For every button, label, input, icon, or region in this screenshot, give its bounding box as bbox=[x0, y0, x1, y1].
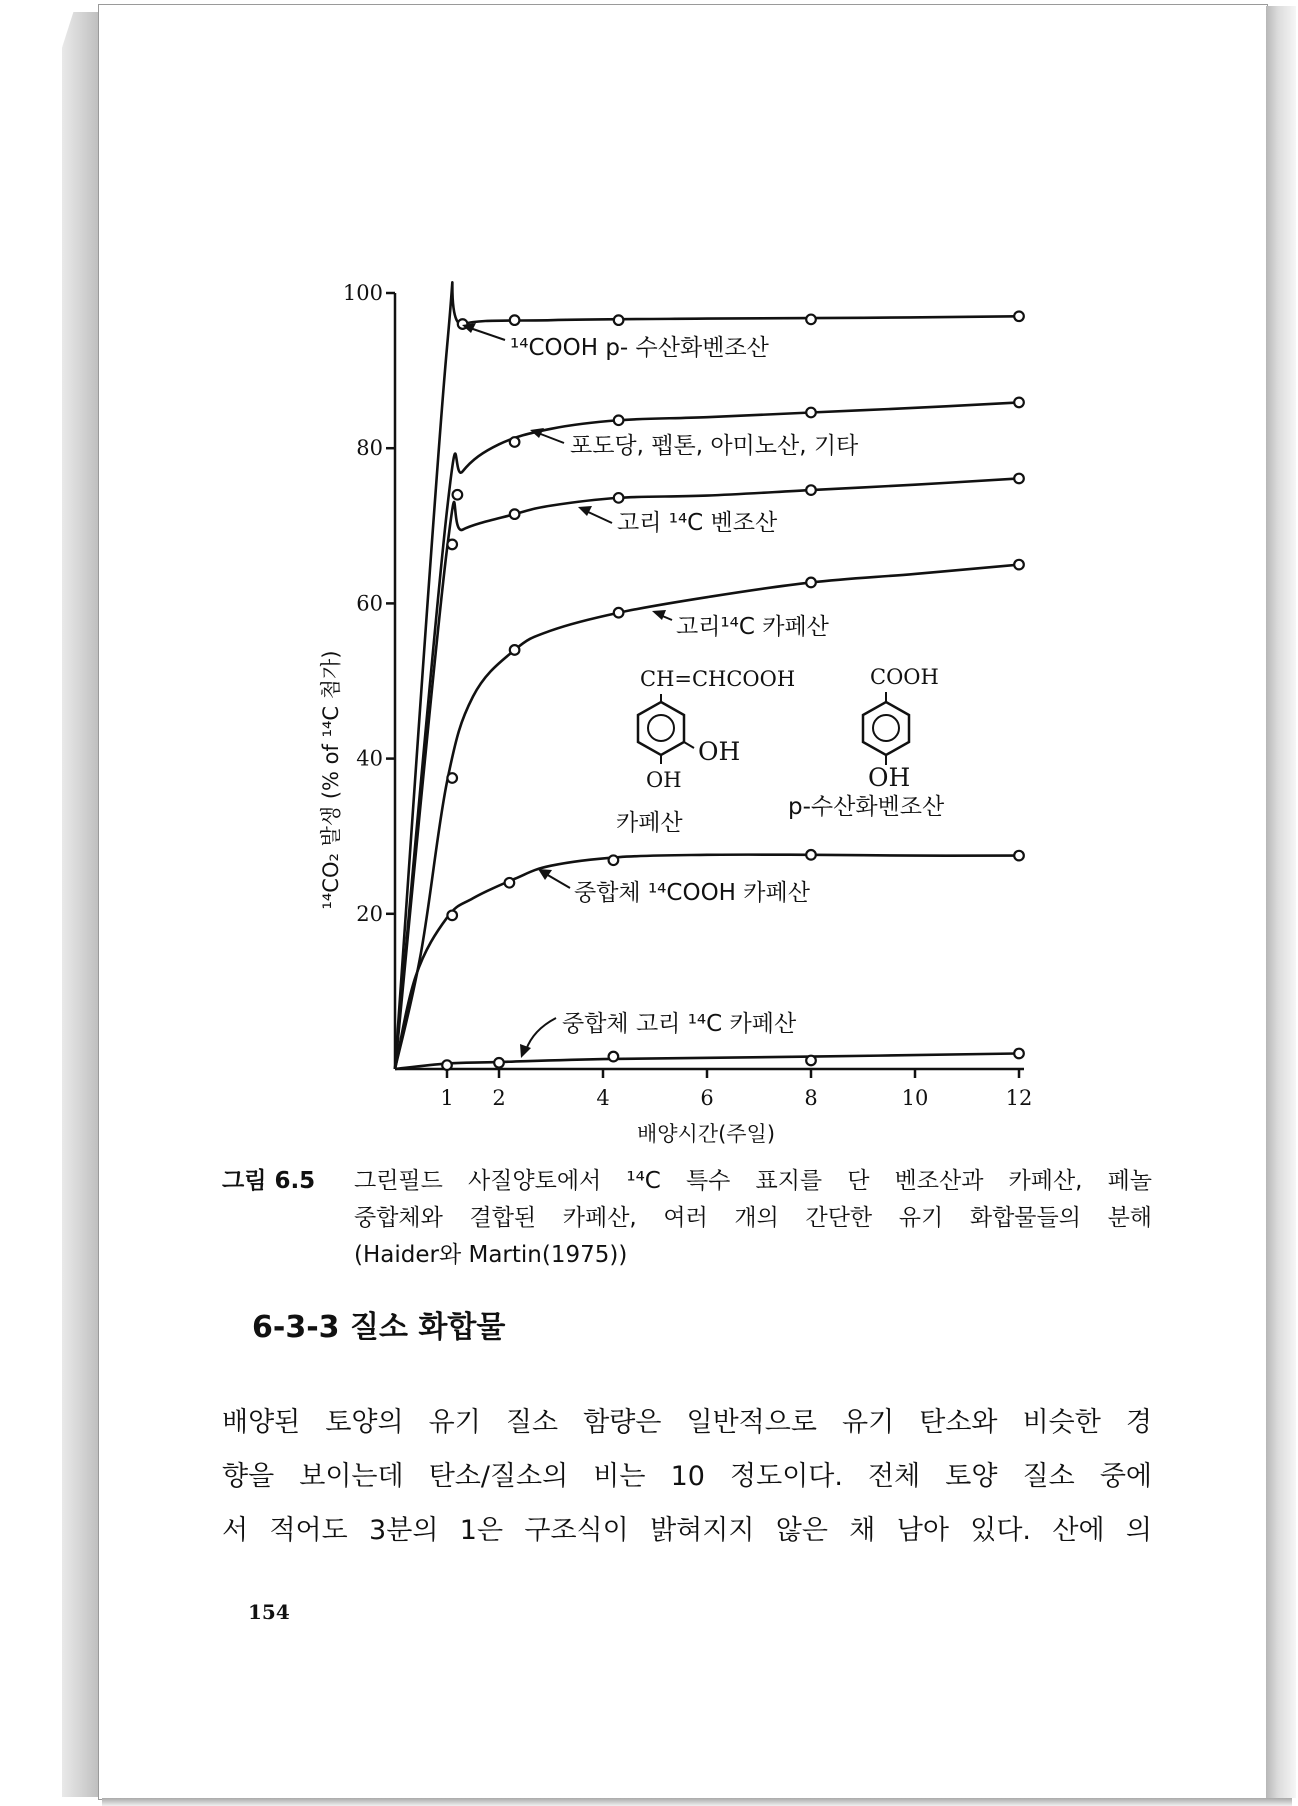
series-1-point-4 bbox=[806, 315, 816, 325]
caption-line-1: 그린필드 사질양토에서 ¹⁴C 특수 표지를 단 벤조산과 카페산, 페놀 bbox=[354, 1168, 1152, 1194]
series-label-1: ¹⁴COOH p- 수산화벤조산 bbox=[510, 335, 769, 361]
section-heading: 6-3-3 질소 화합물 bbox=[252, 1310, 506, 1345]
series-6-point-3 bbox=[609, 1052, 619, 1062]
x-tick-label-10: 10 bbox=[901, 1086, 929, 1110]
series-label-4: 고리¹⁴C 카페산 bbox=[676, 614, 829, 640]
body-line-1: 배양된 토양의 유기 질소 함량은 일반적으로 유기 탄소와 비슷한 경 bbox=[222, 1407, 1152, 1438]
p-hydroxybenzoic-acid-structure bbox=[788, 665, 945, 820]
series-2-point-5 bbox=[1014, 398, 1024, 408]
arrow-head-series-5 bbox=[538, 869, 552, 880]
series-4-point-2 bbox=[510, 645, 520, 655]
series-line-2 bbox=[395, 402, 1019, 1069]
x-tick-label-2: 2 bbox=[492, 1086, 506, 1110]
caffeic-name: 카페산 bbox=[616, 810, 683, 836]
x-tick-label-8: 8 bbox=[804, 1086, 818, 1110]
caffeic-top-group: CH=CHCOOH bbox=[640, 667, 796, 691]
caffeic-acid-structure bbox=[616, 667, 795, 836]
series-line-3 bbox=[395, 478, 1019, 1069]
phba-top-group: COOH bbox=[870, 665, 939, 689]
series-4-point-4 bbox=[806, 578, 816, 588]
x-tick-label-1: 1 bbox=[440, 1086, 454, 1110]
caffeic-oh-right: OH bbox=[698, 737, 741, 766]
series-3-point-1 bbox=[447, 540, 457, 550]
series-label-5: 중합체 ¹⁴COOH 카페산 bbox=[574, 880, 810, 906]
phba-ring-circle bbox=[873, 715, 899, 741]
phba-oh-bottom: OH bbox=[868, 763, 911, 792]
series-line-6 bbox=[395, 1053, 1019, 1069]
series-4-point-1 bbox=[447, 773, 457, 783]
caffeic-bond-right bbox=[684, 742, 694, 748]
y-axis-title: ¹⁴CO₂ 발생 (% of ¹⁴C 첨가) bbox=[319, 650, 343, 910]
series-5-point-4 bbox=[806, 850, 816, 860]
arrow-head-series-3 bbox=[578, 506, 592, 516]
series-label-6: 중합체 고리 ¹⁴C 카페산 bbox=[562, 1011, 797, 1037]
series-6-point-5 bbox=[1014, 1049, 1024, 1059]
series-2-point-4 bbox=[806, 408, 816, 418]
arrow-series-1 bbox=[470, 328, 505, 340]
y-tick-label-80: 80 bbox=[356, 436, 383, 461]
caffeic-ring-circle bbox=[648, 715, 674, 741]
series-5-point-1 bbox=[447, 911, 457, 921]
arrow-series-2 bbox=[538, 433, 564, 443]
caffeic-benzene-ring bbox=[638, 702, 684, 755]
series-1-point-2 bbox=[510, 315, 520, 325]
caption-line-2: 중합체와 결합된 카페산, 여러 개의 간단한 유기 화합물들의 분해 bbox=[354, 1205, 1152, 1231]
phba-benzene-ring bbox=[863, 702, 909, 755]
x-tick-label-6: 6 bbox=[700, 1086, 714, 1110]
x-tick-label-12: 12 bbox=[1005, 1086, 1033, 1110]
series-4-point-3 bbox=[614, 608, 624, 618]
body-paragraph bbox=[222, 1396, 1152, 1558]
series-5-point-2 bbox=[505, 878, 515, 888]
figure-number: 그림 6.5 bbox=[222, 1168, 316, 1194]
series-3-point-2 bbox=[510, 509, 520, 519]
series-4-point-5 bbox=[1014, 560, 1024, 570]
y-tick-label-20: 20 bbox=[356, 901, 383, 926]
caffeic-oh-bottom: OH bbox=[646, 768, 682, 792]
series-2-point-3 bbox=[614, 415, 624, 425]
y-tick-label-100: 100 bbox=[342, 281, 383, 305]
body-line-3: 서 적어도 3분의 1은 구조식이 밝혀지지 않은 채 남아 있다. 산에 의 bbox=[222, 1515, 1152, 1546]
x-tick-label-4: 4 bbox=[596, 1086, 610, 1110]
arrow-series-6 bbox=[526, 1018, 556, 1050]
series-5-point-3 bbox=[609, 855, 619, 865]
series-label-2: 포도당, 펩톤, 아미노산, 기타 bbox=[570, 433, 859, 459]
caption-line-3: (Haider와 Martin(1975)) bbox=[354, 1242, 628, 1268]
series-6-point-4 bbox=[806, 1056, 816, 1066]
y-tick-label-60: 60 bbox=[356, 591, 383, 616]
series-2-point-2 bbox=[510, 437, 520, 447]
arrow-head-series-4 bbox=[652, 610, 666, 620]
series-3-point-5 bbox=[1014, 474, 1024, 484]
arrow-series-5 bbox=[546, 874, 570, 888]
series-label-3: 고리 ¹⁴C 벤조산 bbox=[617, 510, 778, 536]
series-1-point-3 bbox=[614, 315, 624, 325]
series-5-point-5 bbox=[1014, 851, 1024, 861]
series-2-point-1 bbox=[453, 490, 463, 500]
arrow-series-3 bbox=[586, 511, 612, 523]
page-number: 154 bbox=[248, 1600, 290, 1624]
caption-body bbox=[354, 1163, 1152, 1274]
series-3-point-3 bbox=[614, 493, 624, 503]
series-6-point-2 bbox=[494, 1058, 504, 1068]
arrow-head-series-6 bbox=[520, 1044, 531, 1058]
series-3-point-4 bbox=[806, 485, 816, 495]
y-tick-label-40: 40 bbox=[356, 746, 383, 771]
body-line-2: 향을 보이는데 탄소/질소의 비는 10 정도이다. 전체 토양 질소 중에 bbox=[222, 1461, 1152, 1492]
phba-name: p-수산화벤조산 bbox=[788, 794, 945, 820]
series-6-point-1 bbox=[442, 1060, 452, 1070]
x-axis-title: 배양시간(주일) bbox=[636, 1122, 776, 1146]
axis-ticks bbox=[343, 281, 1032, 1110]
series-1-point-5 bbox=[1014, 311, 1024, 321]
